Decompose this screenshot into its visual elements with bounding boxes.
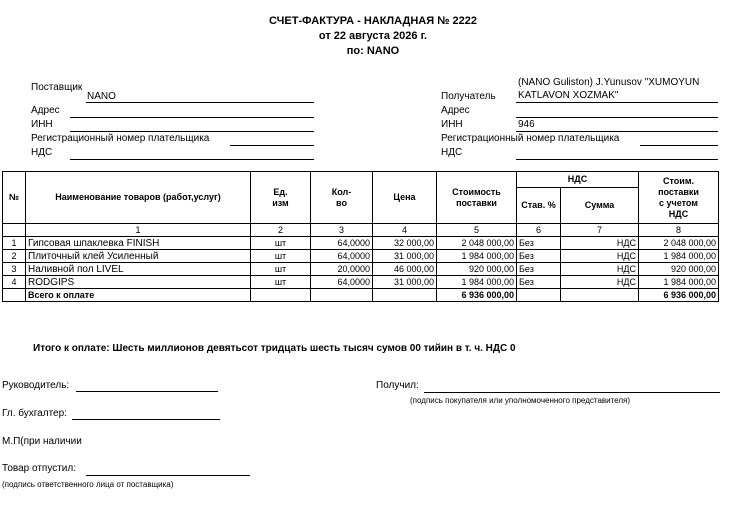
col-numbers-row: [3, 224, 719, 237]
invoice-table: [2, 171, 719, 302]
row-total: 920 000,00: [639, 263, 719, 276]
row-num: 3: [3, 263, 26, 276]
table-row: [3, 263, 719, 276]
recipient-label: Получатель: [441, 91, 496, 102]
recipient-inn-line: [516, 131, 718, 132]
recipient-nds-line: [516, 159, 718, 160]
header-num: №: [3, 172, 26, 224]
header-nds-rate: Став. %: [517, 188, 561, 224]
col-number: 1: [26, 224, 251, 237]
row-price: 46 000,00: [373, 263, 437, 276]
table-row: [3, 250, 719, 263]
supplier-line: [86, 102, 314, 103]
row-rate: Без: [517, 276, 561, 289]
row-rate: Без: [517, 250, 561, 263]
header-price: Цена: [373, 172, 437, 224]
row-rate: Без: [517, 263, 561, 276]
recipient-nds-label: НДС: [441, 147, 463, 158]
col-number: 6: [517, 224, 561, 237]
row-sum: НДС: [561, 250, 639, 263]
row-cost: 1 984 000,00: [437, 250, 517, 263]
row-sum: НДС: [561, 276, 639, 289]
row-qty: 64,0000: [311, 250, 373, 263]
col-number: 2: [251, 224, 311, 237]
supplier-address-line: [70, 117, 314, 118]
row-cost: 1 984 000,00: [437, 276, 517, 289]
row-unit: шт: [251, 263, 311, 276]
released-line: [86, 475, 250, 476]
supplier-reg-line: [230, 145, 314, 146]
recipient-inn-label: ИНН: [441, 119, 463, 130]
header-nds: НДС: [517, 172, 639, 188]
supplier-nds-label: НДС: [31, 147, 53, 158]
total-in-words: Итого к оплате: Шесть миллионов девятьсот тридцать шесть тысяч сумов 00 тийин в т. ч. НДС 0: [33, 343, 516, 354]
received-line: [424, 392, 720, 393]
supplier-value: NANO: [87, 91, 116, 102]
invoice-date: от 22 августа 2026 г.: [318, 30, 428, 42]
row-price: 31 000,00: [373, 250, 437, 263]
received-note: (подпись покупателя или уполномоченного представителя): [410, 396, 631, 405]
row-unit: шт: [251, 276, 311, 289]
table-row: [3, 276, 719, 289]
total-row: [3, 289, 719, 302]
invoice-contract: по: NANO: [346, 45, 400, 57]
row-rate: Без: [517, 237, 561, 250]
total-sum: 6 936 000,00: [639, 289, 719, 302]
supplier-inn-label: ИНН: [31, 119, 53, 130]
director-line: [76, 391, 218, 392]
col-number: 4: [373, 224, 437, 237]
row-price: 32 000,00: [373, 237, 437, 250]
recipient-value-1: (NANO Guliston) J.Yunusov "XUMOYUN: [518, 77, 700, 88]
recipient-reg-line: [640, 145, 718, 146]
total-cost: 6 936 000,00: [437, 289, 517, 302]
row-total: 1 984 000,00: [639, 250, 719, 263]
row-num: 1: [3, 237, 26, 250]
received-label: Получил:: [376, 380, 419, 391]
header-nds-sum: Сумма: [561, 188, 639, 224]
row-qty: 20,0000: [311, 263, 373, 276]
row-num: 2: [3, 250, 26, 263]
invoice-title: СЧЕТ-ФАКТУРА - НАКЛАДНАЯ № 2222: [269, 15, 477, 27]
row-total: 2 048 000,00: [639, 237, 719, 250]
stamp-label: М.П(при наличии: [2, 436, 82, 447]
col-number: 8: [639, 224, 719, 237]
released-label: Товар отпустил:: [2, 463, 76, 474]
director-label: Руководитель:: [2, 380, 70, 391]
row-sum: НДС: [561, 263, 639, 276]
recipient-value-2: KATLAVON XOZMAK": [518, 90, 619, 101]
header-name: Наименование товаров (работ,услуг): [26, 172, 251, 224]
row-price: 31 000,00: [373, 276, 437, 289]
header-cost: Стоимость поставки: [437, 172, 517, 224]
row-name: Наливной пол LIVEL: [26, 263, 251, 276]
header-qty: Кол- во: [311, 172, 373, 224]
row-unit: шт: [251, 237, 311, 250]
row-cost: 2 048 000,00: [437, 237, 517, 250]
supplier-reg-label: Регистрационный номер плательщика: [31, 133, 210, 144]
row-name: RODGIPS: [26, 276, 251, 289]
col-number: 3: [311, 224, 373, 237]
table-row: [3, 237, 719, 250]
row-sum: НДС: [561, 237, 639, 250]
accountant-line: [72, 419, 220, 420]
total-label: Всего к оплате: [26, 289, 251, 302]
recipient-address-label: Адрес: [441, 105, 470, 116]
row-cost: 920 000,00: [437, 263, 517, 276]
supplier-inn-line: [70, 131, 314, 132]
row-qty: 64,0000: [311, 276, 373, 289]
header-total: Стоим. поставки с учетом НДС: [639, 172, 719, 224]
released-note: (подпись ответственного лица от поставщика): [2, 480, 174, 489]
supplier-address-label: Адрес: [31, 105, 60, 116]
row-num: 4: [3, 276, 26, 289]
col-number: 7: [561, 224, 639, 237]
recipient-inn-value: 946: [518, 119, 535, 130]
recipient-line: [516, 102, 718, 103]
header-unit: Ед. изм: [251, 172, 311, 224]
row-unit: шт: [251, 250, 311, 263]
row-qty: 64,0000: [311, 237, 373, 250]
supplier-nds-line: [70, 159, 314, 160]
supplier-label: Поставщик: [31, 82, 83, 93]
row-total: 1 984 000,00: [639, 276, 719, 289]
accountant-label: Гл. бухгалтер:: [2, 408, 67, 419]
row-name: Гипсовая шпаклевка FINISH: [26, 237, 251, 250]
row-name: Плиточный клей Усиленный: [26, 250, 251, 263]
recipient-address-line: [516, 117, 718, 118]
col-number: 5: [437, 224, 517, 237]
recipient-reg-label: Регистрационный номер плательщика: [441, 133, 620, 144]
